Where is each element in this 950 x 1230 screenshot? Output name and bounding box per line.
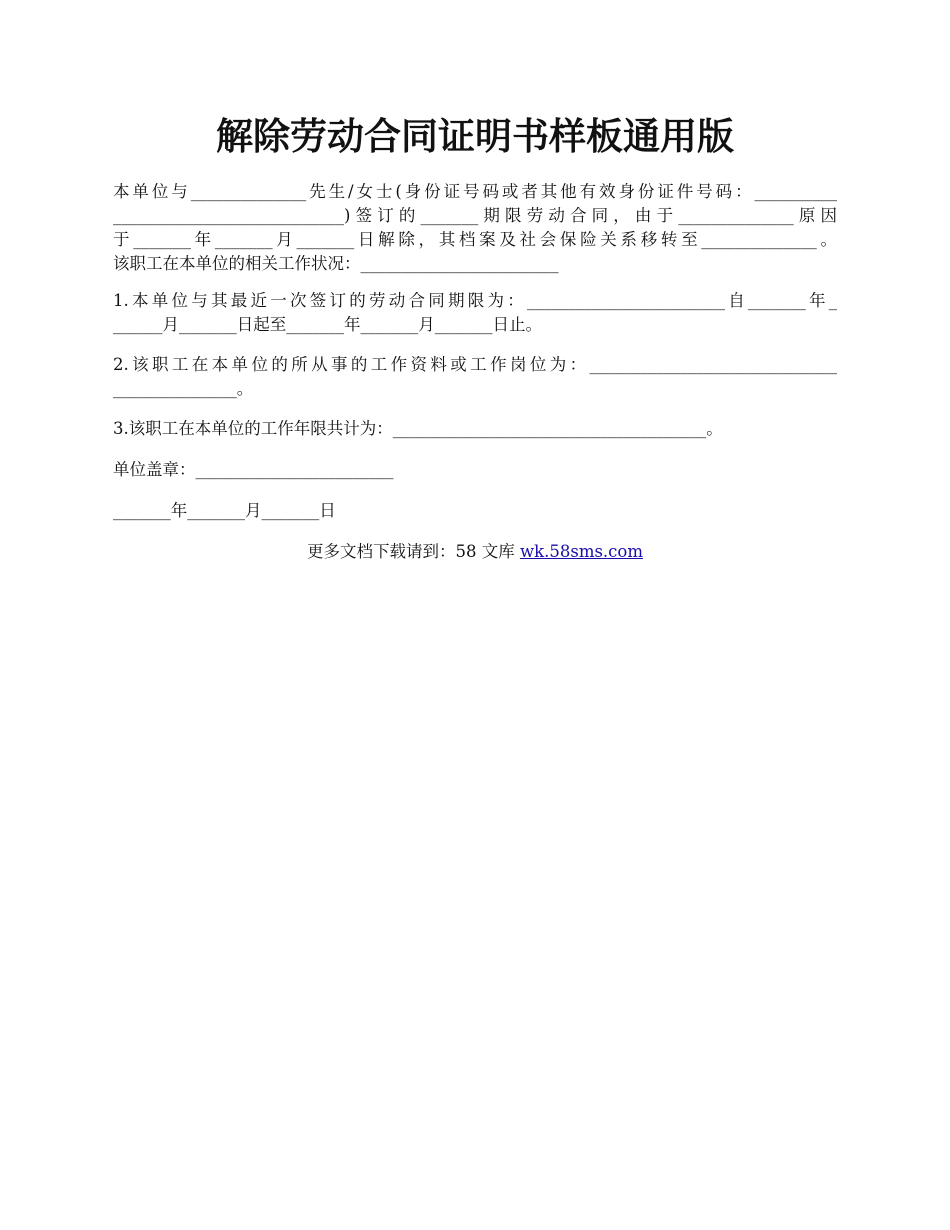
intro-line-3: 于_______年_______月_______日解除，其档案及社会保险关系移转至______________。 <box>113 230 837 249</box>
footer-text: 更多文档下载请到：58 文库 <box>306 542 520 561</box>
intro-line-1: 本单位与______________先生/女士(身份证号码或者其他有效身份证件号码：__________ <box>113 182 837 201</box>
intro-line-2: ____________________________)签订的_______期限劳动合同，由于______________原因 <box>113 206 837 225</box>
item-3-line: 3.该职工在本单位的工作年限共计为：______________________________________。 <box>113 419 723 438</box>
date-line: _______年_______月_______日 <box>113 501 336 520</box>
seal-line: 单位盖章：________________________ <box>113 460 394 479</box>
intro-paragraph <box>113 180 837 276</box>
footer-link[interactable]: wk.58sms.com <box>519 542 643 561</box>
item-2-paragraph <box>113 353 837 401</box>
intro-line-4: 该职工在本单位的相关工作状况：________________________ <box>113 254 559 273</box>
document-title: 解除劳动合同证明书样板通用版 <box>216 114 734 158</box>
footer <box>113 540 837 564</box>
seal-paragraph <box>113 458 837 482</box>
item-1-line-2: ______月_______日起至_______年_______月_______日止。 <box>113 315 542 334</box>
item-1-line-1: 1.本单位与其最近一次签订的劳动合同期限为：________________________自_______年_ <box>113 291 837 310</box>
item-2-line-2: _______________。 <box>113 379 254 398</box>
item-2-line-1: 2.该职工在本单位的所从事的工作资料或工作岗位为：______________________________ <box>113 355 837 374</box>
item-3-paragraph <box>113 417 837 441</box>
date-paragraph <box>113 499 837 523</box>
item-1-paragraph <box>113 289 837 337</box>
